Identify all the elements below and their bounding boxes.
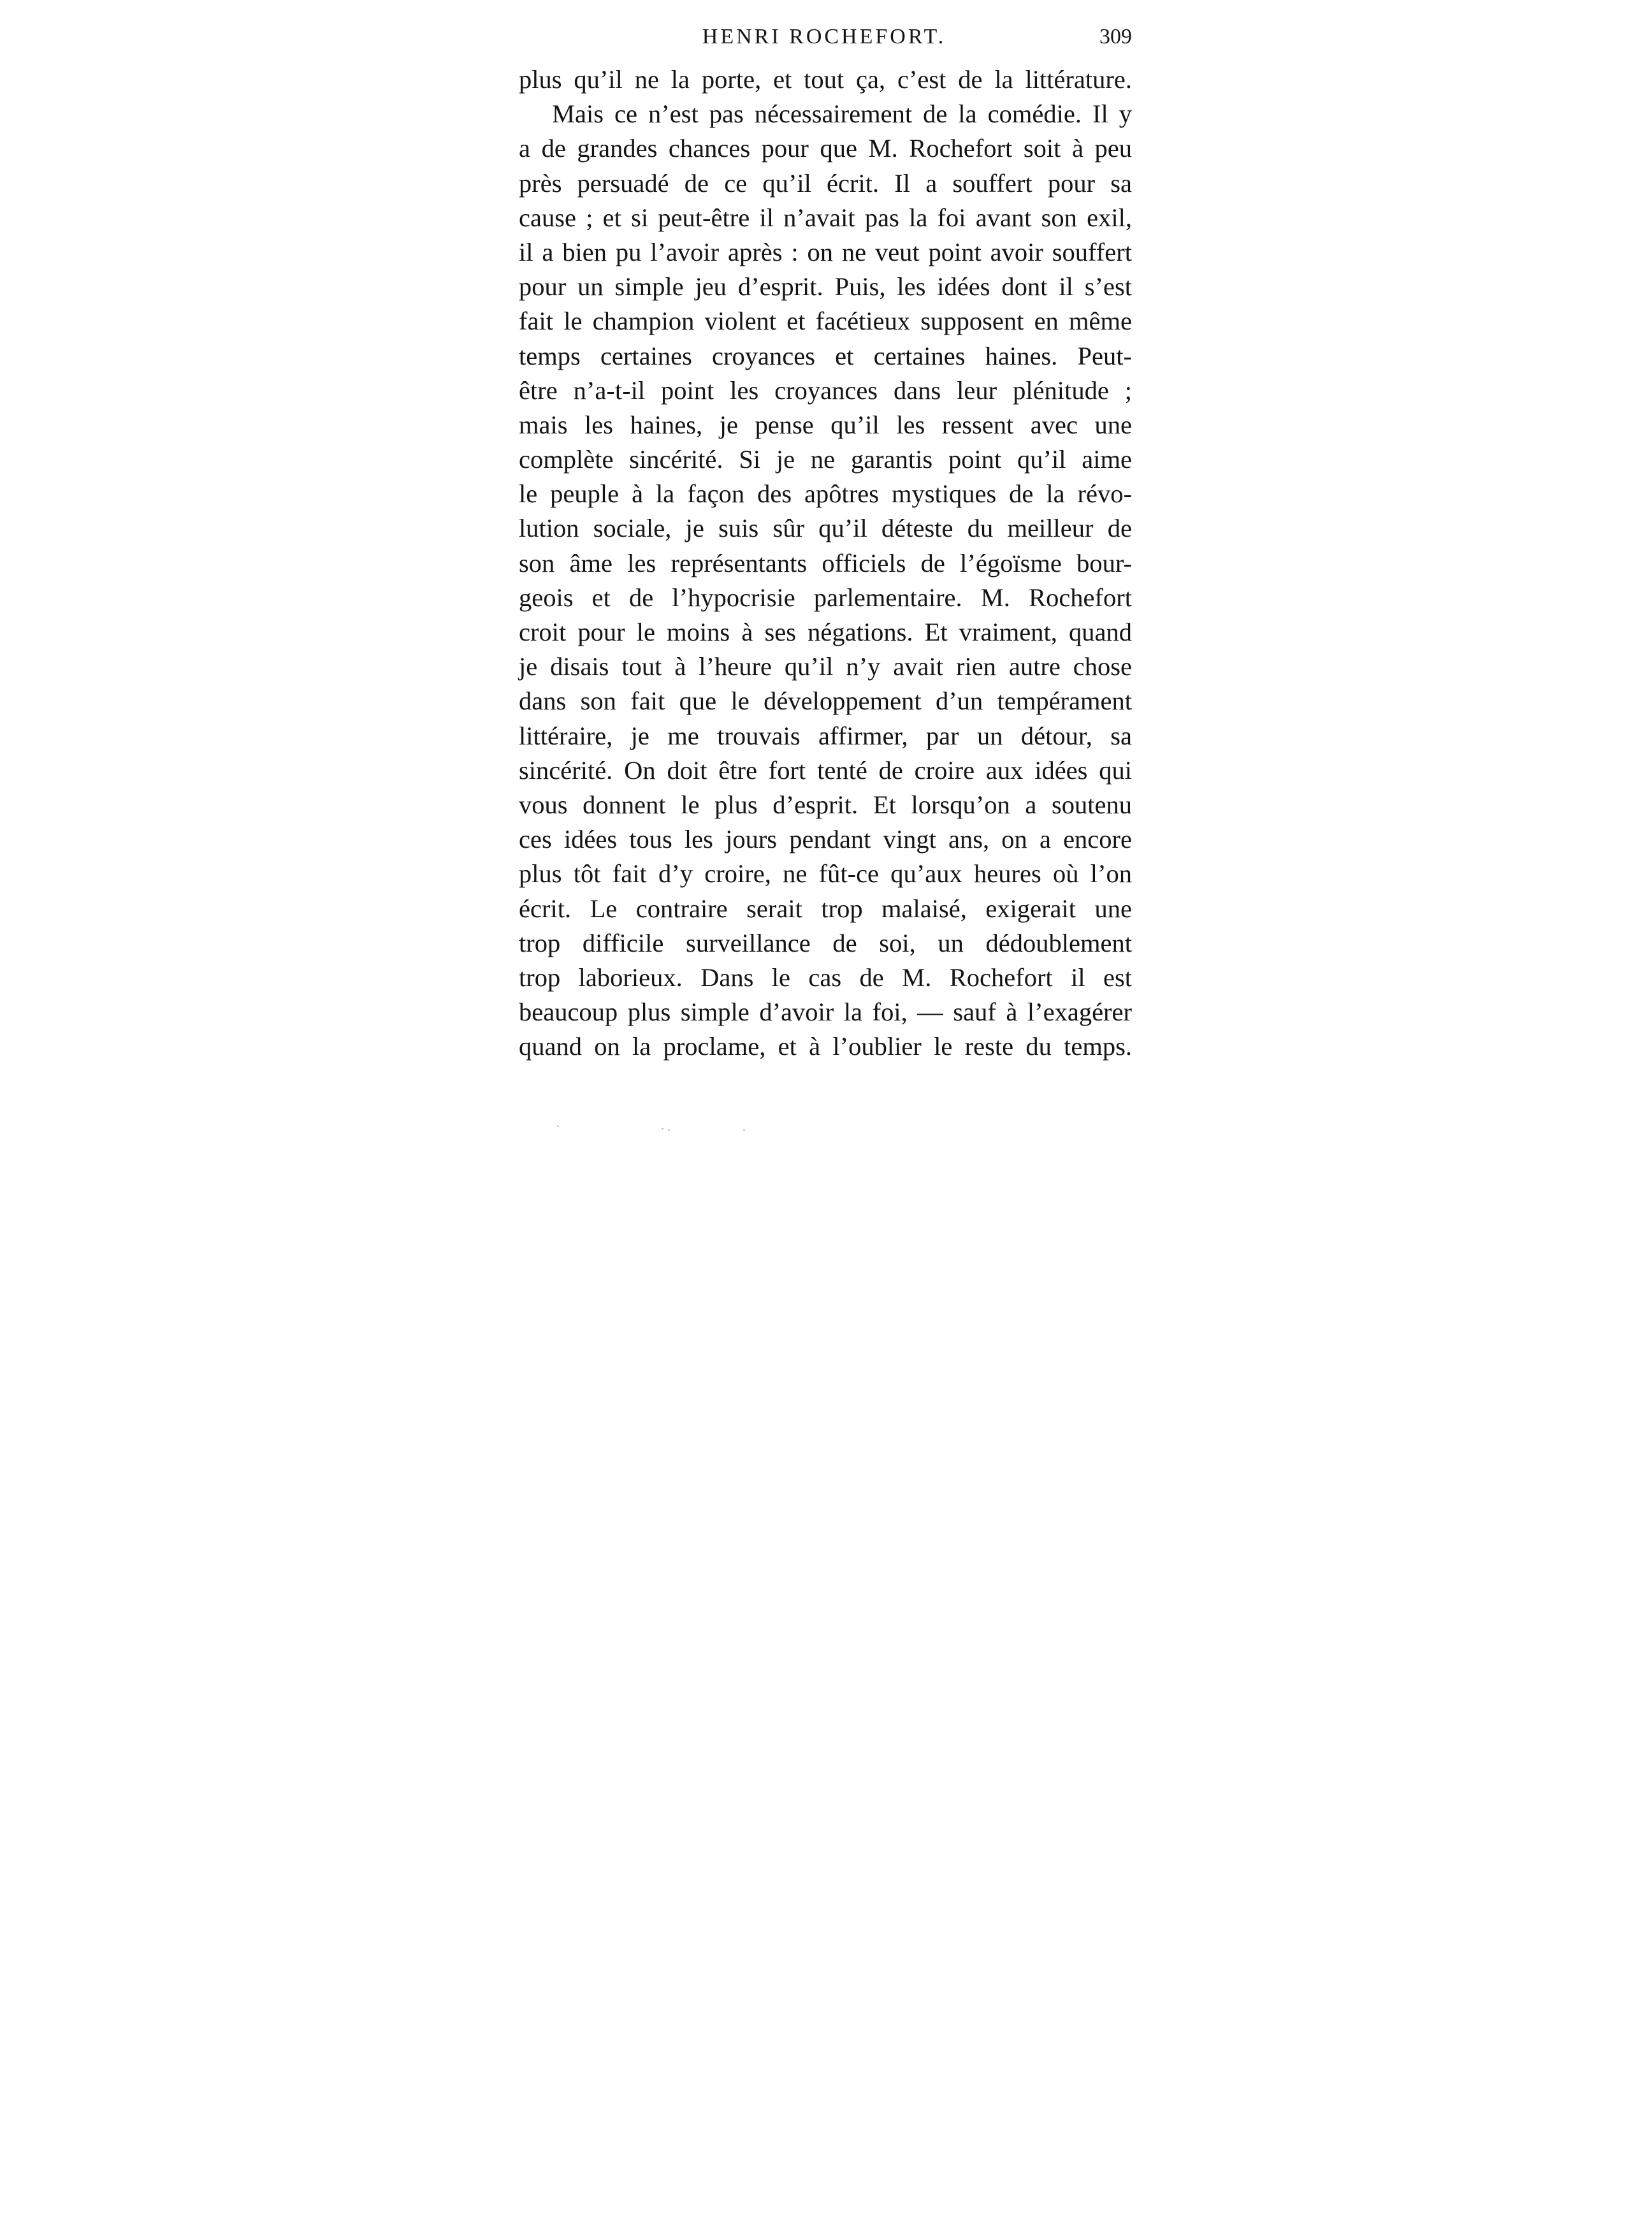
text-line: ces idées tous les jours pendant vingt ans, on a encore [519, 825, 1132, 854]
text-line: il a bien pu l’avoir après : on ne veut point avoir souffert [519, 237, 1132, 266]
text-line: je disais tout à l’heure qu’il n’y avait rien autre chose [519, 652, 1132, 681]
scan-speck [662, 1128, 663, 1129]
text-line: sincérité. On doit être fort tenté de croire aux idées qui [519, 755, 1132, 785]
text-line: temps certaines croyances et certaines haines. Peut- [519, 341, 1132, 370]
text-line: son âme les représentants officiels de l’égoïsme bour- [519, 548, 1132, 577]
text-line: beaucoup plus simple d’avoir la foi, — sauf à l’exagérer [519, 998, 1132, 1027]
text-line: vous donnent le plus d’esprit. Et lorsqu’on a soutenu [519, 790, 1132, 819]
text-line: près persuadé de ce qu’il écrit. Il a souffert pour sa [519, 168, 1132, 198]
body-text [519, 62, 1132, 1064]
text-line: mais les haines, je pense qu’il les ressent avec une [519, 410, 1132, 439]
text-line: fait le champion violent et facétieux supposent en même [519, 307, 1132, 336]
text-line: écrit. Le contraire serait trop malaisé, exigerait une [519, 894, 1132, 923]
text-line: croit pour le moins à ses négations. Et vraiment, quand [519, 618, 1132, 646]
running-head [516, 18, 1132, 56]
text-line: trop difficile surveillance de soi, un dédoublement [519, 928, 1132, 957]
text-line: geois et de l’hypocrisie parlementaire. M. Rochefort [519, 583, 1132, 612]
text-line: pour un simple jeu d’esprit. Puis, les idées dont il s’est [519, 272, 1132, 301]
text-line: plus qu’il ne la porte, et tout ça, c’est de la littérature. [519, 65, 1132, 94]
scan-speck [668, 1129, 670, 1131]
text-line: plus tôt fait d’y croire, ne fût-ce qu’aux heures où l’on [519, 859, 1132, 889]
text-line: Mais ce n’est pas nécessairement de la comédie. Il y [552, 99, 1132, 129]
text-line: le peuple à la façon des apôtres mystiques de la révo- [519, 479, 1132, 509]
running-head-title: HENRI ROCHEFORT. [702, 25, 946, 48]
scan-specks [554, 1122, 758, 1135]
text-line: lution sociale, je suis sûr qu’il déteste du meilleur de [519, 514, 1132, 543]
scan-speck [743, 1129, 745, 1131]
text-line: a de grandes chances pour que M. Rochefort soit à peu [519, 134, 1132, 163]
text-line: littéraire, je me trouvais affirmer, par un détour, sa [519, 721, 1132, 750]
scan-speck [557, 1126, 559, 1127]
text-line: complète sincérité. Si je ne garantis point qu’il aime [519, 445, 1132, 474]
text-line: quand on la proclame, et à l’oublier le reste du temps. [519, 1032, 1132, 1061]
text-line: cause ; et si peut-être il n’avait pas la foi avant son exil, [519, 203, 1132, 232]
text-line: être n’a-t-il point les croyances dans leur plénitude ; [519, 375, 1132, 405]
text-line: trop laborieux. Dans le cas de M. Rochefort il est [519, 962, 1132, 992]
text-line: dans son fait que le développement d’un tempérament [519, 686, 1132, 716]
page-number: 309 [1099, 25, 1132, 48]
